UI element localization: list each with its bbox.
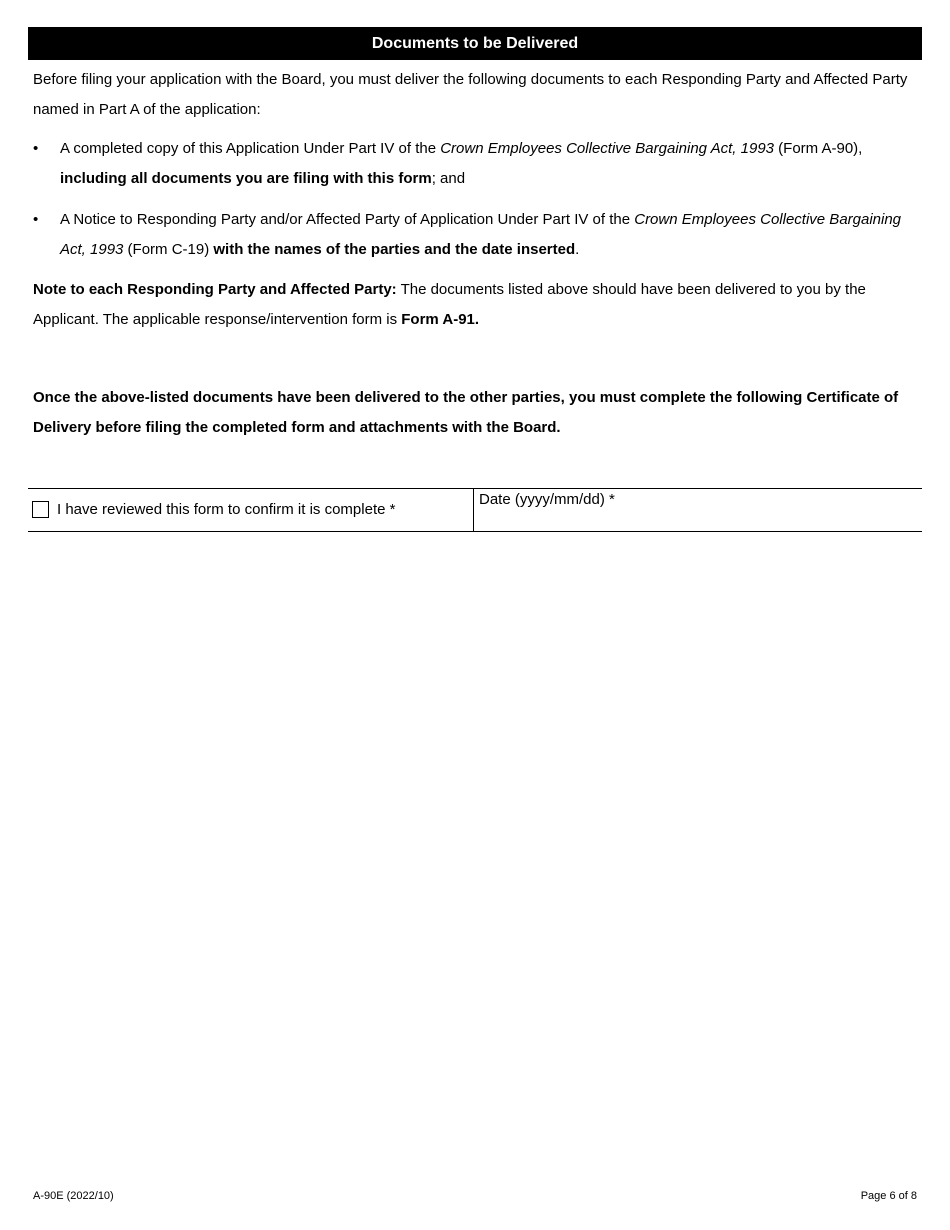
review-checkbox[interactable]	[32, 501, 49, 518]
review-checkbox-label: I have reviewed this form to confirm it is complete *	[57, 501, 396, 518]
bullet-text-regular: A Notice to Responding Party and/or Affected Party of Application Under Part IV of the	[60, 211, 635, 228]
certification-table	[28, 488, 922, 532]
list-item	[33, 134, 918, 193]
bullet-text-regular: A completed copy of this Application Under Part IV of the	[60, 140, 441, 157]
note-text: The documents listed above should have been delivered to you by the Applicant. The applicable response/intervention form is	[33, 281, 866, 328]
section-title: Documents to be Delivered	[371, 35, 579, 52]
instruction-paragraph: Once the above-listed documents have been delivered to the other parties, you must complete the following Certificate of Delivery before filing the completed form and attachments with the Board.	[33, 389, 899, 436]
intro-paragraph: Before filing your application with the Board, you must deliver the following documents to each Responding Party and Affected Party named in Part A of the application:	[33, 71, 908, 118]
date-label: Date (yyyy/mm/dd) *	[479, 491, 615, 508]
page-number: Page 6 of 8	[860, 1190, 917, 1202]
act-title: Crown Employees Collective Bargaining Act, 1993	[60, 211, 902, 258]
form-code: A-90E (2022/10)	[33, 1190, 114, 1202]
bullet-text	[60, 134, 918, 193]
date-cell	[474, 489, 922, 531]
section-header	[28, 27, 922, 60]
bullet-icon: •	[33, 211, 39, 228]
review-cell	[28, 489, 474, 531]
note-form-reference: Form A-91.	[401, 310, 480, 328]
bullet-text	[60, 205, 918, 264]
list-item	[33, 205, 918, 264]
note-lead: Note to each Responding Party and Affected Party:	[33, 281, 397, 298]
bullet-text-regular: (Form A-90),	[774, 140, 863, 157]
bullet-text-emphasis: with the names of the parties and the date inserted	[213, 240, 576, 258]
act-title: Crown Employees Collective Bargaining Act, 1993	[440, 140, 774, 157]
bullet-text-emphasis: including all documents you are filing with this form	[60, 169, 432, 187]
bullet-text-regular: ; and	[431, 169, 466, 187]
bullet-icon: •	[33, 140, 39, 157]
note-paragraph	[33, 275, 918, 334]
bullet-text-regular: .	[575, 240, 580, 258]
date-input[interactable]	[477, 510, 917, 529]
bullet-text-regular: (Form C-19)	[123, 240, 214, 258]
